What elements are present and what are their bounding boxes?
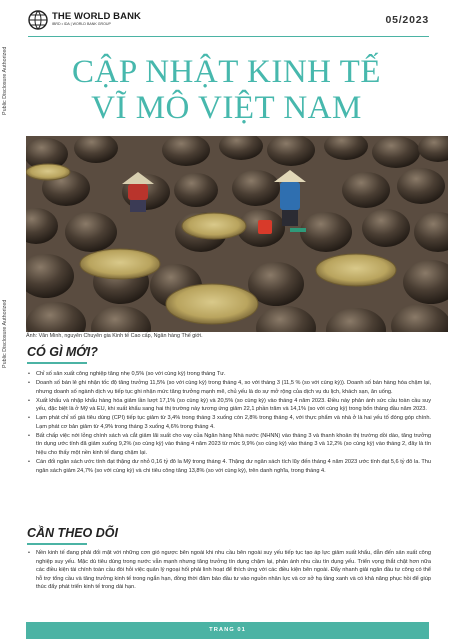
section-heading-whats-new: CÓ GÌ MỚI?: [27, 345, 98, 359]
list-item-text: Bất chấp việc nới lỏng chính sách và cắt giảm lãi suất cho vay của Ngân hàng Nhà nước (NHNN) vào tháng 3 và thanh khoản thị trường dồi dào, tăng trưởng tín dụng ước tính đã giảm xuống 9,2% (so cùng kỳ) vào tháng 4 năm 2023 từ mức 9,9% (so cùng kỳ) vào tháng 3 và 12,2% (so cùng kỳ) vào tháng 2, đây là tín hiệu cho thấy một nền kinh tế đang chậm lại.: [36, 432, 431, 456]
page-title-line-2: VĨ MÔ VIỆT NAM: [91, 90, 362, 126]
page-title-line-1: CẬP NHẬT KINH TẾ: [72, 54, 381, 90]
list-item-text: Nền kinh tế đang phải đối mặt với những cơn gió ngược bên ngoài khi nhu cầu bên ngoài suy yếu tiếp tục tạo áp lực giảm xuất khẩu, dẫn đến sản xuất công nghiệp suy yếu. Mặc dù tiêu dùng trong nước vẫn mạnh nhưng tăng trưởng tín dụng chậm lại, phản ánh nhu cầu tín dụng yếu. Triển vọng thắt chặt hơn nữa các điều kiện tài chính toàn cầu đòi hỏi việc quản lý ngoại hối phải linh hoạt để thích ứng với các điều kiện bên ngoài. Đẩy nhanh giải ngân đầu tư công có thể hỗ trợ tổng cầu và tăng trưởng kinh tế trong ngắn hạn, đồng thời đảm bảo đầu tư vào nguồn nhân lực và cơ sở hạ tầng xanh và có khả năng phục hồi để giúp thúc đẩy phát triển kinh tế trong dài hạn.: [36, 550, 431, 591]
page-title: [0, 54, 453, 126]
bullet-icon: •: [28, 380, 30, 387]
section-underline: [27, 543, 87, 545]
section-underline: [27, 362, 87, 364]
page-footer: TRANG 01: [26, 622, 429, 639]
header-divider: [28, 36, 429, 37]
list-item-text: Cán đối ngân sách ước tính đạt thặng dư nhỏ 0,16 tỷ đô la Mỹ trong tháng 4. Thặng dư ngân sách tích lũy đến tháng 4 năm 2023 ước tính đạt 5,6 tỷ đô la. Thu ngân sách giảm 24,7% (so với cùng kỳ) và chi tiêu công tăng 13,8% (so với cùng kỳ), trên danh nghĩa, trong tháng 4.: [36, 458, 431, 474]
org-name: THE WORLD BANK: [52, 11, 142, 22]
bullet-icon: •: [28, 432, 30, 439]
list-item-text: Lạm phát chỉ số giá tiêu dùng (CPI) tiếp tục giảm từ 3,4% trong tháng 3 xuống còn 2,8% trong tháng 4, với thực phẩm và nhà ở là hai yếu tố đóng góp chính. Lạm phát cơ bản giảm từ 4,9% trong tháng 3 xuống 4,6% trong tháng 4.: [36, 415, 431, 430]
list-item: [27, 549, 431, 592]
disclosure-label-bottom: Public Disclosure Authorized: [2, 299, 8, 368]
world-bank-globe-icon: [28, 10, 48, 30]
jars-and-trays-illustration: [26, 136, 448, 332]
list-item-text: Xuất khẩu và nhập khẩu hàng hóa giảm lần lượt 17,1% (so cùng kỳ) và 20,5% (so cùng kỳ) vào tháng 4 năm 2023. Điều này phản ánh sức cầu toàn cầu suy yếu, đặc biệt là ở Mỹ và EU, khi xuất khẩu sang hai thị trường này tương ứng giảm 22,1 phần trăm và 14,1% (so với cùng kỳ) trong bốn tháng đầu năm 2023.: [36, 397, 431, 413]
bullet-icon: •: [28, 550, 30, 556]
org-subtitle: IBRD • IDA | WORLD BANK GROUP: [52, 22, 111, 26]
to-watch-list: [27, 549, 431, 592]
issue-date: 05/2023: [385, 14, 429, 26]
bullet-icon: •: [28, 458, 30, 465]
list-item: [27, 414, 431, 431]
header: [28, 10, 429, 34]
section-heading-to-watch: CẦN THEO DÕI: [27, 526, 118, 540]
list-item: [27, 379, 431, 396]
list-item: [27, 432, 431, 458]
bullet-icon: •: [28, 415, 30, 422]
list-item: [27, 458, 431, 475]
list-item-text: Doanh số bán lẻ ghi nhận tốc độ tăng trưởng 11,5% (so với cùng kỳ) trong tháng 4, so với tháng 3 (11,5 % (so với cùng kỳ)). Doanh số bán hàng hóa chậm lại, nhưng doanh số ngành dịch vụ tiếp tục ghi nhận mức tăng trưởng mạnh mẽ, chủ yếu là do sự mở rộng của dịch vụ du lịch, khách sạn, ăn uống.: [36, 380, 431, 395]
list-item: [27, 397, 431, 414]
disclosure-label-top: Public Disclosure Authorized: [2, 46, 8, 115]
list-item: [27, 370, 431, 379]
whats-new-list: [27, 370, 431, 476]
list-item-text: Chỉ số sản xuất công nghiệp tăng nhẹ 0,5% (so với cùng kỳ) trong tháng Tư.: [36, 371, 226, 377]
cover-photo: [26, 136, 448, 332]
bullet-icon: •: [28, 371, 30, 377]
bullet-icon: •: [28, 397, 30, 404]
photo-caption: Ảnh: Văn Minh, nguyên Chuyên gia Kinh tế Cao cấp, Ngân hàng Thế giới.: [26, 333, 203, 339]
